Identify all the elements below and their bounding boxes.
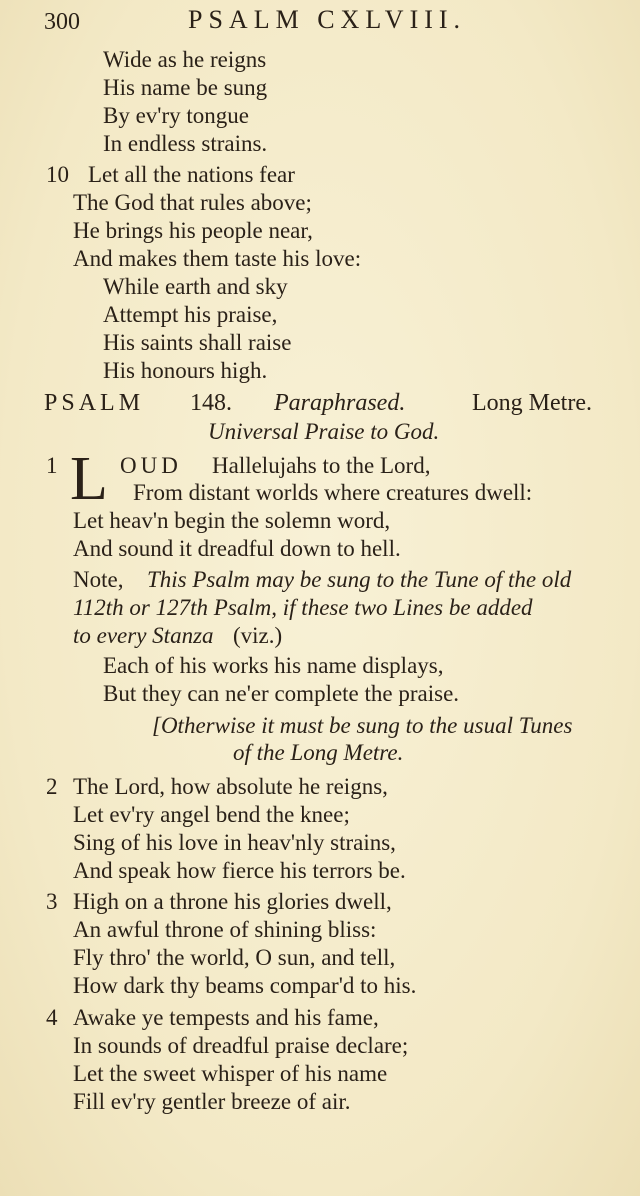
verse-line: But they can ne'er complete the praise.	[103, 681, 460, 706]
verse-line: In sounds of dreadful praise declare;	[73, 1033, 409, 1058]
note-label: Note,	[73, 567, 124, 592]
verse-line: Let all the nations fear	[88, 162, 295, 187]
verse-line: Sing of his love in heav'nly strains,	[73, 830, 396, 855]
stanza-number: 4	[46, 1005, 58, 1030]
psalm-subtitle: Universal Praise to God.	[208, 419, 440, 444]
verse-line: And speak how fierce his terrors be.	[73, 858, 406, 883]
psalm-metre: Long Metre.	[472, 390, 592, 416]
stanza-number: 1	[46, 453, 58, 478]
psalm-paraphrased: Paraphrased.	[274, 390, 406, 416]
verse-line: An awful throne of shining bliss:	[73, 917, 377, 942]
note-text: 112th or 127th Psalm, if these two Lines be added	[73, 595, 533, 620]
verse-line: Hallelujahs to the Lord,	[212, 453, 431, 478]
verse-line: Awake ye tempests and his fame,	[73, 1005, 379, 1030]
verse-line: While earth and sky	[103, 274, 288, 299]
verse-line: By ev'ry tongue	[103, 103, 249, 128]
psalm-number: 148.	[190, 390, 232, 416]
opening-word: OUD	[120, 453, 182, 478]
verse-line: The God that rules above;	[73, 190, 312, 215]
verse-line: Attempt his praise,	[103, 302, 278, 327]
page-number: 300	[44, 9, 80, 35]
psalm-label: PSALM	[44, 390, 145, 416]
verse-line: In endless strains.	[103, 131, 268, 156]
drop-cap: L	[70, 445, 108, 513]
verse-line: Let the sweet whisper of his name	[73, 1061, 388, 1086]
verse-line: Let heav'n begin the solemn word,	[73, 508, 391, 533]
verse-line: From distant worlds where creatures dwell:	[133, 480, 533, 505]
verse-line: And sound it dreadful down to hell.	[73, 536, 401, 561]
verse-line: Fill ev'ry gentler breeze of air.	[73, 1089, 351, 1114]
verse-line: Fly thro' the world, O sun, and tell,	[73, 945, 396, 970]
note-text: to every Stanza	[73, 623, 214, 648]
verse-line: Let ev'ry angel bend the knee;	[73, 802, 350, 827]
note-text: This Psalm may be sung to the Tune of the old	[147, 567, 572, 592]
running-title: PSALM CXLVIII.	[188, 5, 467, 34]
stanza-number: 10	[46, 162, 69, 187]
note-otherwise: of the Long Metre.	[233, 740, 404, 765]
verse-line: His saints shall raise	[103, 330, 292, 355]
note-otherwise: [Otherwise it must be sung to the usual Tunes	[152, 713, 573, 738]
verse-line: And makes them taste his love:	[73, 246, 362, 271]
verse-line: The Lord, how absolute he reigns,	[73, 774, 388, 799]
verse-line: His honours high.	[103, 358, 268, 383]
note-viz: (viz.)	[233, 623, 283, 648]
verse-line: Wide as he reigns	[103, 47, 267, 72]
verse-line: How dark thy beams compar'd to his.	[73, 973, 417, 998]
stanza-number: 2	[46, 774, 58, 799]
stanza-number: 3	[46, 889, 58, 914]
verse-line: Each of his works his name displays,	[103, 653, 444, 678]
verse-line: High on a throne his glories dwell,	[73, 889, 392, 914]
verse-line: His name be sung	[103, 75, 268, 100]
verse-line: He brings his people near,	[73, 218, 313, 243]
